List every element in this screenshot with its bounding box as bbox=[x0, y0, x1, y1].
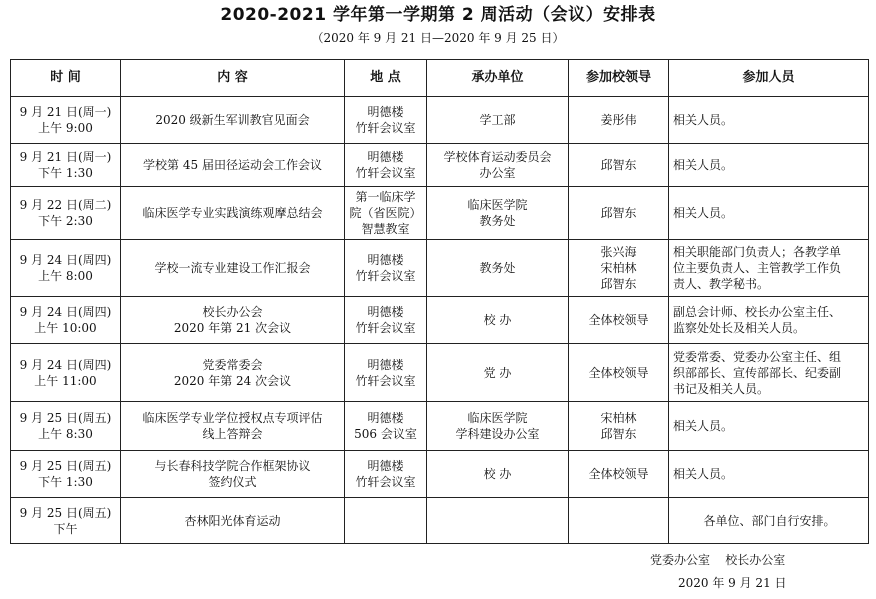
leaders-cell bbox=[569, 451, 669, 498]
table-row bbox=[11, 97, 869, 144]
table-row bbox=[11, 144, 869, 187]
time-cell-line: 下午 1:30 bbox=[38, 166, 93, 180]
attendees-cell bbox=[669, 144, 869, 187]
time-cell bbox=[11, 187, 121, 240]
time-cell-line: 9 月 24 日(周四) bbox=[19, 305, 112, 319]
leaders-cell bbox=[569, 144, 669, 187]
content-cell-line: 杏林阳光体育运动 bbox=[184, 513, 281, 528]
location-cell bbox=[345, 402, 427, 451]
leaders-cell-line: 宋柏林 bbox=[600, 261, 637, 275]
location-cell-line: 第一临床学 bbox=[355, 190, 416, 204]
location-cell bbox=[345, 144, 427, 187]
time-cell-line: 9 月 25 日(周五) bbox=[19, 411, 112, 425]
organizer-cell-line: 临床医学院 bbox=[467, 198, 528, 212]
issue-date: 2020 年 9 月 21 日 bbox=[678, 576, 787, 590]
time-cell-line: 9 月 25 日(周五) bbox=[19, 459, 112, 473]
content-cell bbox=[121, 297, 345, 344]
organizer-cell bbox=[427, 97, 569, 144]
content-cell-line: 临床医学专业实践演练观摩总结会 bbox=[142, 206, 323, 220]
time-cell bbox=[11, 297, 121, 344]
leaders-cell-line: 邱智东 bbox=[600, 158, 637, 172]
location-cell-line: 竹轩会议室 bbox=[355, 269, 416, 283]
time-cell-line: 9 月 24 日(周四) bbox=[19, 357, 112, 372]
time-cell-line: 9 月 22 日(周二) bbox=[19, 198, 112, 212]
leaders-cell bbox=[569, 402, 669, 451]
organizer-cell-line: 校 办 bbox=[483, 313, 512, 327]
time-cell-line: 9 月 21 日(周一) bbox=[19, 150, 112, 164]
time-cell bbox=[11, 451, 121, 498]
content-cell-line: 签约仪式 bbox=[208, 475, 257, 489]
content-cell-line: 学校一流专业建设工作汇报会 bbox=[154, 261, 311, 275]
date-range-subtitle: （2020 年 9 月 21 日—2020 年 9 月 25 日） bbox=[311, 31, 565, 45]
table-row bbox=[11, 187, 869, 240]
content-cell-line: 学校第 45 届田径运动会工作会议 bbox=[143, 158, 322, 172]
attendees-cell-line: 位主要负责人、主管教学工作负 bbox=[673, 261, 842, 275]
location-cell-line: 竹轩会议室 bbox=[355, 121, 416, 135]
table-row bbox=[11, 240, 869, 297]
attendees-cell-line: 党委常委、党委办公室主任、组 bbox=[673, 349, 842, 364]
attendees-cell bbox=[669, 240, 869, 297]
leaders-cell bbox=[569, 97, 669, 144]
organizer-cell-line: 学科建设办公室 bbox=[455, 427, 540, 441]
time-cell-line: 下午 bbox=[53, 521, 78, 536]
issuing-offices: 党委办公室 校长办公室 bbox=[650, 553, 786, 567]
organizer-cell bbox=[427, 344, 569, 402]
content-cell-line: 临床医学专业学位授权点专项评估 bbox=[142, 411, 323, 425]
leaders-cell-line: 邱智东 bbox=[600, 206, 637, 220]
organizer-cell-line: 校 办 bbox=[483, 467, 512, 481]
location-cell-line: 明德楼 bbox=[367, 357, 404, 372]
leaders-cell-line: 邱智东 bbox=[600, 427, 637, 441]
column-header-attendees: 参加人员 bbox=[669, 60, 869, 97]
leaders-cell bbox=[569, 498, 669, 544]
organizer-cell-line: 学工部 bbox=[479, 113, 516, 127]
organizer-cell-line: 办公室 bbox=[479, 166, 516, 180]
leaders-cell bbox=[569, 297, 669, 344]
organizer-cell-line: 学校体育运动委员会 bbox=[443, 150, 552, 164]
organizer-cell-line: 教务处 bbox=[479, 214, 516, 228]
content-cell-line: 与长春科技学院合作框架协议 bbox=[154, 459, 311, 473]
content-cell bbox=[121, 402, 345, 451]
time-cell bbox=[11, 240, 121, 297]
attendees-cell-line: 副总会计师、校长办公室主任、 bbox=[673, 305, 842, 319]
content-cell-line: 校长办公会 bbox=[202, 305, 263, 319]
attendees-cell-line: 各单位、部门自行安排。 bbox=[703, 513, 836, 528]
location-cell-line: 明德楼 bbox=[367, 253, 404, 267]
leaders-cell-line: 张兴海 bbox=[600, 245, 637, 259]
leaders-cell bbox=[569, 187, 669, 240]
leaders-cell bbox=[569, 240, 669, 297]
attendees-cell-line: 相关人员。 bbox=[673, 419, 734, 433]
page-title: 2020-2021 学年第一学期第 2 周活动（会议）安排表 bbox=[220, 5, 656, 25]
organizer-cell bbox=[427, 144, 569, 187]
attendees-cell-line: 监察处处长及相关人员。 bbox=[673, 321, 806, 335]
location-cell-line: 竹轩会议室 bbox=[355, 373, 416, 388]
attendees-cell-line: 相关人员。 bbox=[673, 206, 734, 220]
column-header-leaders: 参加校领导 bbox=[569, 60, 669, 97]
location-cell bbox=[345, 240, 427, 297]
time-cell-line: 下午 2:30 bbox=[38, 214, 93, 228]
content-cell bbox=[121, 344, 345, 402]
organizer-cell-line: 教务处 bbox=[479, 261, 516, 275]
content-cell bbox=[121, 144, 345, 187]
content-cell bbox=[121, 240, 345, 297]
location-cell-line: 506 会议室 bbox=[354, 427, 417, 441]
time-cell-line: 9 月 25 日(周五) bbox=[19, 505, 112, 520]
location-cell-line: 竹轩会议室 bbox=[355, 321, 416, 335]
location-cell bbox=[345, 187, 427, 240]
location-cell-line: 竹轩会议室 bbox=[355, 475, 416, 489]
location-cell-line: 竹轩会议室 bbox=[355, 166, 416, 180]
time-cell-line: 上午 9:00 bbox=[38, 121, 93, 135]
attendees-cell bbox=[669, 498, 869, 544]
organizer-cell bbox=[427, 451, 569, 498]
location-cell bbox=[345, 451, 427, 498]
time-cell-line: 上午 8:00 bbox=[38, 269, 93, 283]
leaders-cell-line: 全体校领导 bbox=[588, 467, 649, 481]
attendees-cell-line: 相关人员。 bbox=[673, 158, 734, 172]
attendees-cell-line: 书记及相关人员。 bbox=[673, 381, 770, 396]
attendees-cell-line: 相关人员。 bbox=[673, 467, 734, 481]
attendees-cell-line: 织部部长、宣传部部长、纪委副 bbox=[673, 365, 842, 380]
organizer-cell-line: 党 办 bbox=[483, 365, 512, 380]
column-header-organizer: 承办单位 bbox=[427, 60, 569, 97]
column-header-location: 地 点 bbox=[345, 60, 427, 97]
content-cell-line: 2020 级新生军训教官见面会 bbox=[155, 113, 310, 127]
leaders-cell-line: 姜彤伟 bbox=[600, 113, 637, 127]
attendees-cell bbox=[669, 297, 869, 344]
leaders-cell-line: 全体校领导 bbox=[588, 313, 649, 327]
attendees-cell bbox=[669, 344, 869, 402]
leaders-cell-line: 宋柏林 bbox=[600, 411, 637, 425]
table-row bbox=[11, 498, 869, 544]
leaders-cell-line: 邱智东 bbox=[600, 277, 637, 291]
attendees-cell bbox=[669, 187, 869, 240]
time-cell-line: 上午 8:30 bbox=[38, 427, 93, 441]
attendees-cell-line: 责人、教学秘书。 bbox=[673, 277, 770, 291]
organizer-cell-line: 临床医学院 bbox=[467, 411, 528, 425]
time-cell-line: 下午 1:30 bbox=[38, 475, 93, 489]
organizer-cell bbox=[427, 498, 569, 544]
content-cell bbox=[121, 498, 345, 544]
content-cell bbox=[121, 187, 345, 240]
time-cell-line: 上午 11:00 bbox=[34, 373, 97, 388]
table-header-row bbox=[11, 60, 869, 97]
table-row bbox=[11, 344, 869, 402]
schedule-table bbox=[10, 59, 869, 544]
location-cell-line: 明德楼 bbox=[367, 411, 404, 425]
leaders-cell-line: 全体校领导 bbox=[588, 365, 649, 380]
content-cell-line: 2020 年第 21 次会议 bbox=[173, 321, 292, 335]
attendees-cell bbox=[669, 402, 869, 451]
time-cell bbox=[11, 344, 121, 402]
organizer-cell bbox=[427, 240, 569, 297]
content-cell bbox=[121, 451, 345, 498]
location-cell bbox=[345, 297, 427, 344]
time-cell-line: 9 月 24 日(周四) bbox=[19, 253, 112, 267]
column-header-content: 内 容 bbox=[121, 60, 345, 97]
table-row bbox=[11, 297, 869, 344]
organizer-cell bbox=[427, 297, 569, 344]
location-cell bbox=[345, 498, 427, 544]
location-cell-line: 明德楼 bbox=[367, 305, 404, 319]
content-cell-line: 2020 年第 24 次会议 bbox=[173, 373, 292, 388]
time-cell bbox=[11, 144, 121, 187]
location-cell-line: 院（省医院） bbox=[349, 206, 422, 220]
time-cell bbox=[11, 402, 121, 451]
content-cell-line: 线上答辩会 bbox=[202, 427, 263, 441]
attendees-cell bbox=[669, 451, 869, 498]
location-cell bbox=[345, 344, 427, 402]
location-cell-line: 明德楼 bbox=[367, 105, 404, 119]
content-cell-line: 党委常委会 bbox=[202, 357, 263, 372]
schedule-body bbox=[11, 97, 869, 544]
attendees-cell bbox=[669, 97, 869, 144]
location-cell-line: 明德楼 bbox=[367, 150, 404, 164]
organizer-cell bbox=[427, 187, 569, 240]
table-row bbox=[11, 402, 869, 451]
leaders-cell bbox=[569, 344, 669, 402]
location-cell bbox=[345, 97, 427, 144]
location-cell-line: 智慧教室 bbox=[361, 222, 410, 236]
attendees-cell-line: 相关人员。 bbox=[673, 113, 734, 127]
table-row bbox=[11, 451, 869, 498]
column-header-time: 时 间 bbox=[11, 60, 121, 97]
time-cell-line: 上午 10:00 bbox=[34, 321, 97, 335]
time-cell-line: 9 月 21 日(周一) bbox=[19, 105, 112, 119]
content-cell bbox=[121, 97, 345, 144]
location-cell-line: 明德楼 bbox=[367, 459, 404, 473]
organizer-cell bbox=[427, 402, 569, 451]
time-cell bbox=[11, 97, 121, 144]
attendees-cell-line: 相关职能部门负责人；各教学单 bbox=[673, 245, 842, 259]
time-cell bbox=[11, 498, 121, 544]
